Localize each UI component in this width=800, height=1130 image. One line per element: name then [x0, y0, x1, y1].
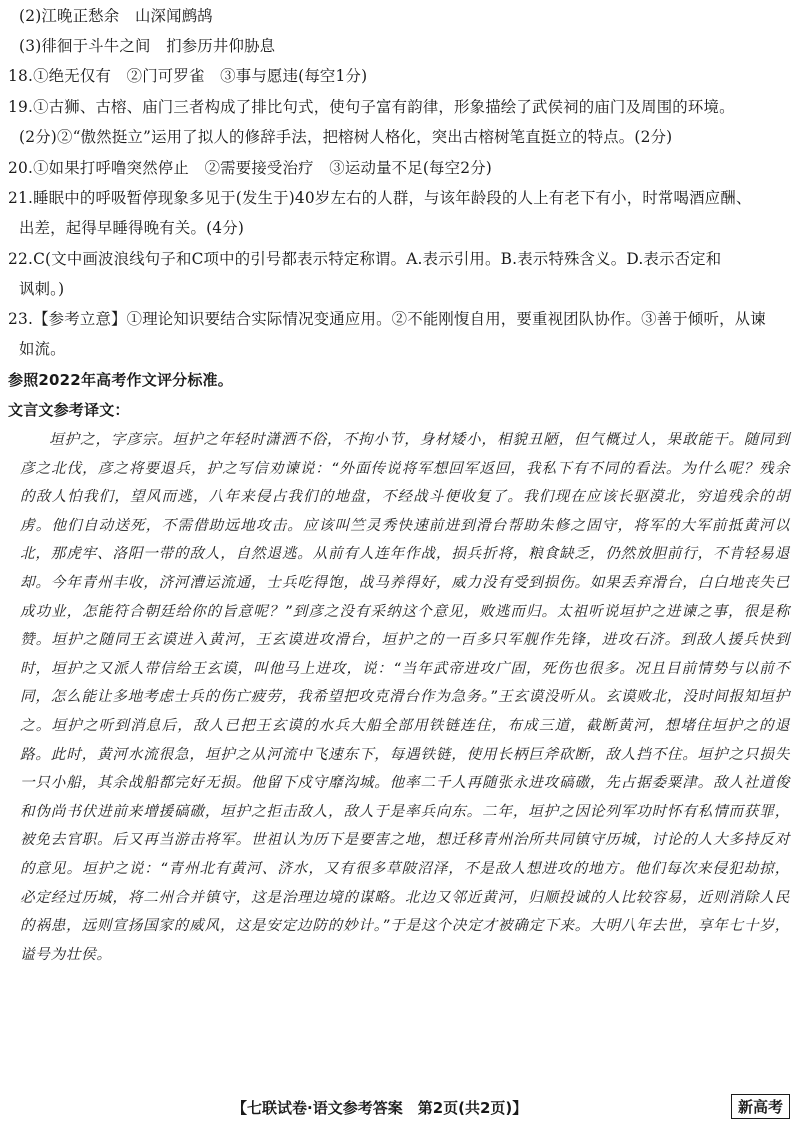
essay-standard: 参照2022年高考作文评分标准。 — [8, 371, 233, 389]
answer-line: 出差，起得早睡得晚有关。(4分) — [19, 219, 245, 237]
edition-badge: 新高考 — [731, 1094, 790, 1119]
answer-line: 22.C(文中画波浪线句子和C项中的引号都表示特定称谓。A.表示引用。B.表示特殊含义。D.表示否定和 — [8, 250, 722, 268]
answer-line: 讽刺。) — [19, 280, 65, 298]
answer-line: 21.睡眠中的呼吸暂停现象多见于(发生于)40岁左右的人群，与该年龄段的人上有老下有小，时常喝酒应酬、 — [8, 189, 752, 207]
translation-text: 垣护之，字彦宗。垣护之年轻时潇洒不俗，不拘小节，身材矮小，相貌丑陋，但气概过人，果敢能干。随同到彦之北伐，彦之将要退兵，护之写信劝谏说：“外面传说将军想回军返回，我私下有不同的看法。为什么呢？残余的敌人怕我们，望风而逃，八年来侵占我们的地盘，不经战斗便收复了。我们现在应该长驱漠北，穷追残余的胡虏。他们自动送死，不需借助远地攻击。应该叫竺灵秀快速前进到滑台帮助朱修之固守，将军的大军前抵黄河以北，那虎牢、洛阳一带的敌人，自然退逃。从前有人连年作战，损兵折将，粮食缺乏，仍然放胆前行，不肯轻易退却。今年青州丰收，济河漕运流通，士兵吃得饱，战马养得好，威力没有受到损伤。如果丢弃滑台，白白地丧失已成功业，怎能符合朝廷给你的旨意呢？”到彦之没有采纳这个意见，败逃而归。太祖听说垣护之进谏之事，很是称赞。垣护之随同王玄谟进入黄河，王玄谟进攻滑台，垣护之的一百多只军舰作先锋，进攻石济。到敌人援兵快到时，垣护之又派人带信给王玄谟，叫他马上进攻，说：“当年武帝进攻广固，死伤也很多。况且目前情势与以前不同，怎么能让多地考虑士兵的伤亡疲劳，我希望把攻克滑台作为急务。”王玄谟没听从。玄谟败北，没时间报知垣护之。垣护之听到消息后，敌人已把王玄谟的水兵大船全部用铁链连住，布成三道，截断黄河，想堵住垣护之的退路。此时，黄河水流很急，垣护之从河流中飞速东下，每遇铁链，使用长柄巨斧砍断，敌人挡不住。垣护之只损失一只小船，其余战船都完好无损。他留下戍守靡沟城。他率二千人再随张永进攻碻磝，先占据委粟津。敌人社道俊和伪尚书伏进前来增援碻磝，垣护之拒击敌人，敌人于是率兵向东。二年，垣护之因论列军功时怀有私情而获罪，被免去官职。后又再当游击将军。世祖认为历下是要害之地，想迁移青州治所共同镇守历城，讨论的人大多持反对的意见。垣护之说：“青州北有黄河、济水，又有很多草陂沼泽，不是敌人想进攻的地方。他们每次来侵犯劫掠，必定经过历城，将二州合并镇守，这是治理边境的谋略。北边又邻近黄河，归顺投诚的人比较容易，近则消除人民的祸患，远则宣扬国家的威风，这是安定边防的妙计。”于是这个决定才被确定下来。大明八年去世，享年七十岁，谥号为壮侯。 — [20, 431, 790, 963]
answer-line: (2分)②“傲然挺立”运用了拟人的修辞手法，把榕树人格化，突出古榕树笔直挺立的特点。(2分) — [19, 128, 673, 146]
answer-line: 18.①绝无仅有 ②门可罗雀 ③事与愿违(每空1分) — [8, 67, 368, 85]
footer: 【七联试卷·语文参考答案 第2页(共2页)】 — [232, 1099, 528, 1117]
answer-line: 23.【参考立意】①理论知识要结合实际情况变通应用。②不能刚愎自用，要重视团队协作。③善于倾听，从谏 — [8, 310, 766, 328]
answer-line: 19.①古狮、古榕、庙门三者构成了排比句式，使句子富有韵律，形象描绘了武侯祠的庙门及周围的环境。 — [8, 98, 735, 116]
answer-line: 如流。 — [19, 340, 66, 358]
answer-line: 20.①如果打呼噜突然停止 ②需要接受治疗 ③运动量不足(每空2分) — [8, 159, 493, 177]
answer-line: (3)徘徊于斗牛之间 扪参历井仰胁息 — [19, 37, 276, 55]
answer-line: (2)江晚正愁余 山深闻鹧鸪 — [19, 7, 213, 25]
translation-heading: 文言文参考译文： — [8, 401, 130, 419]
